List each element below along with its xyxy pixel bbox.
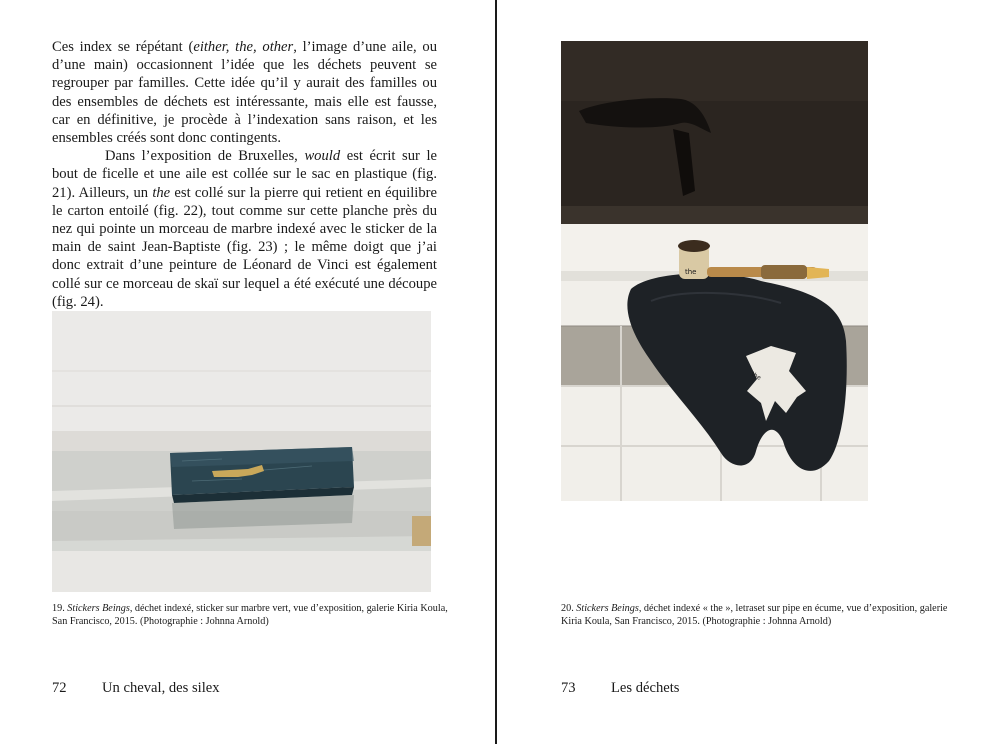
figure-19-caption (52, 602, 452, 629)
running-head: Les déchets (611, 680, 680, 696)
right-page (497, 0, 992, 744)
paragraph-2-text: Dans l’exposition de Bruxelles, (105, 148, 305, 165)
figure-20-number: 20. (561, 603, 577, 614)
right-folio (561, 680, 861, 700)
paragraph-1-text: Ces index se répétant ( (52, 39, 194, 55)
figure-19-description: , déchet indexé, sticker sur marbre vert, vue d’exposition, galerie Kiria Koula, San Francisco, 2015. (Photographie : Johnna Arnold) (52, 603, 448, 628)
paragraph-2-text-cont: est écrit sur le bout de ficelle et une aile est collée sur le sac en plastique (fig. 21). Ailleurs, un (52, 148, 437, 201)
paragraph-2-italic-the: the (152, 184, 171, 201)
figure-20-title: Stickers Beings (576, 603, 639, 614)
pipe-the-label: the (685, 268, 697, 276)
paragraph-1-text-cont: , l’image d’une aile, ou d’une main) occasionnent l’idée que les déchets peuvent se regrouper par familles. Cette idée qu’il y aurait des familles ou des ensembles de déchets est intéressante, mais elle est fausse, car en définitive, je procède à l’indexation sans raison, et les ensembles créés sont donc contingents. (52, 39, 437, 147)
left-folio (52, 680, 352, 700)
paragraph-2-italic-would: would (304, 148, 341, 165)
paragraph-2-text-end: est collé sur la pierre qui retient en équilibre le carton entoilé (fig. 22), tout comme sur cette planche près du nez qui pointe un morceau de marbre indexé avec le sticker de la main de saint Jean-Baptiste (fig. 23) ; le même doigt que j’ai donc extrait d’une peinture de Léonard de Vinci est également collé sur ce morceau de skaï sur lequel a été exécuté une découpe (fig. 24). (52, 184, 437, 310)
figure-19-number: 19. (52, 603, 68, 614)
paragraph-1-italic: either, the, other (193, 39, 294, 55)
paragraph-2 (52, 147, 437, 311)
marble-photo-illustration (52, 311, 431, 592)
page-number: 73 (561, 680, 576, 696)
pipe-photo-illustration (561, 41, 868, 501)
running-head: Un cheval, des silex (102, 680, 220, 696)
figure-19-photo (52, 311, 431, 592)
page-number: 72 (52, 680, 67, 696)
figure-19-title: Stickers Beings (67, 603, 130, 614)
figure-20-description: , déchet indexé « the », letraset sur pipe en écume, vue d’exposition, galerie Kiria Koula, San Francisco, 2015. (Photographie : Johnna Arnold) (561, 603, 948, 628)
body-text (52, 38, 437, 311)
figure-20-photo (561, 41, 868, 501)
skai-the-label: the (750, 370, 763, 382)
paragraph-1 (52, 38, 437, 147)
figure-20-caption (561, 602, 961, 629)
